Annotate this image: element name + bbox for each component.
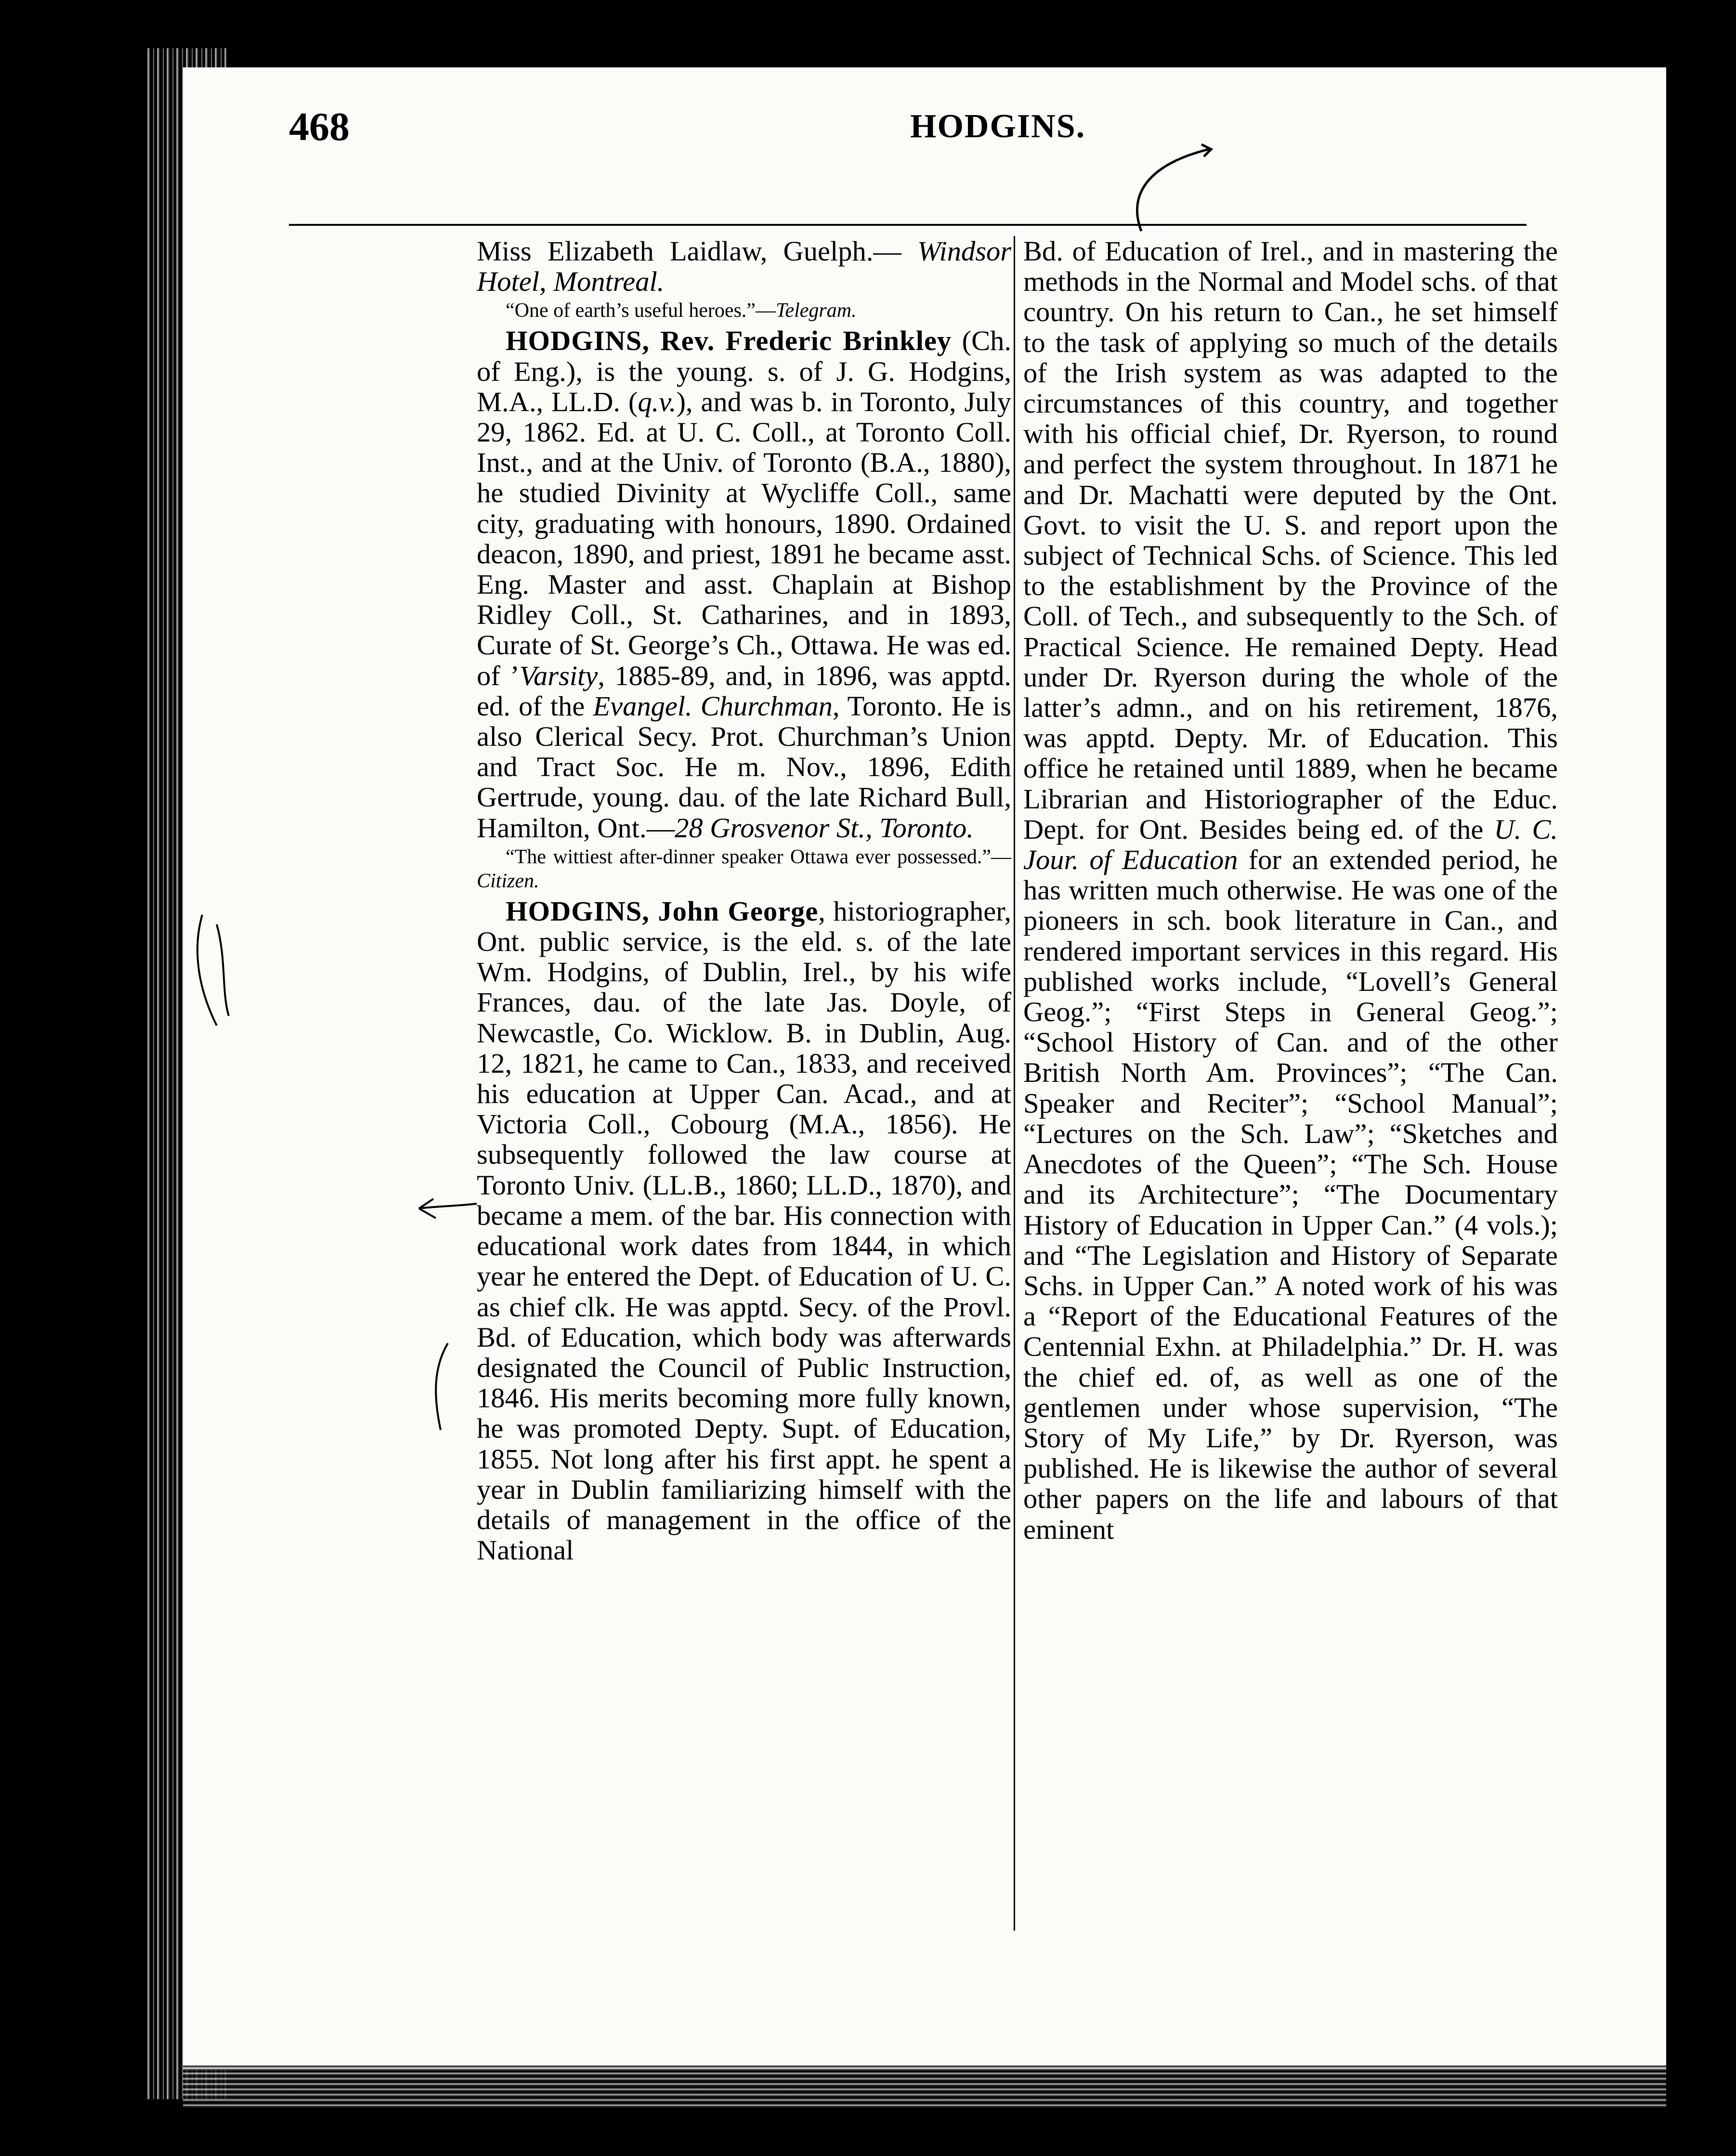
entry-text: ), and was b. in Toronto, July 29, 1862. Ed. at U. C. Coll., at Toronto Coll. Inst., and at the Univ. of Toronto (B.A., 1880), he studied Divinity at Wycliffe Coll., same city, graduating with honours, 1890. Ordained deacon, 1890, and priest, 1891 he became asst. Eng. Master and asst. Chaplain at Bishop Ridley Coll., St. Catharines, and in 1893, Curate of St. George’s Ch., Ottawa. He was ed. of ’ [477,386,1011,691]
entry-text: Bd. of Education of Irel., and in mastering the methods in the Normal and Model schs. of that country. On his return to Can., he set himself to the task of applying so much of the details of the Irish system as was adapted to the circumstances of this country, and together with his official chief, Dr. Ryerson, to round and perfect the system throughout. In 1871 he and Dr. Machatti were deputed by the Ont. Govt. to visit the U. S. and report upon the subject of Technical Schs. of Science. This led to the establishment by the Province of the Coll. of Tech., and subsequently to the Sch. of Practical Science. He remained Depty. Head under Dr. Ryerson during the whole of the latter’s admn., and on his retirement, 1876, was apptd. Depty. Mr. of Education. This office he retained until 1889, when he became Librarian and Historiographer of the Educ. Dept. for Ont. Besides being ed. of the [1023,235,1558,845]
entry-text-italic: Evangel. Churchman [593,690,833,722]
left-column [477,236,1011,1565]
entry-heading: HODGINS, Rev. Frederic Brinkley [506,325,952,357]
pencil-arrow-left [414,1189,482,1228]
pencil-mark-left-2 [424,1338,453,1435]
quote-source: Citizen. [477,870,539,892]
entry-text: , historiographer, Ont. public service, is the eld. s. of the late Wm. Hodgins, of Dublin, Irel., by his wife Frances, dau. of the late Jas. Doyle, of Newcastle, Co. Wicklow. B. in Dublin, Aug. 12, 1821, he came to Can., 1833, and received his education at Upper Can. Acad., and at Victoria Coll., Cobourg (M.A., 1856). He subsequently followed the law course at Toronto Univ. (LL.B., 1860; LL.D., 1870), and became a mem. of the bar. His connection with educational work dates from 1844, in which year he entered the Dept. of Education of U. C. as chief clk. He was apptd. Secy. of the Provl. Bd. of Education, which body was afterwards designated the Council of Public Instruction, 1846. His merits becoming more fully known, he was promoted Depty. Supt. of Education, 1855. Not long after his first appt. he spent a year in Dublin familiarizing himself with the details of management in the office of the National [477,895,1011,1566]
entry-frederic-brinkley [477,325,1011,843]
pencil-mark-top [1122,135,1238,250]
quote-citizen [477,845,1011,893]
entry-text: , 1885-89, and, in 1896, was apptd. ed. of the [477,660,1011,722]
quote-text: “The wittiest after-dinner speaker Ottawa ever possessed.”— [506,845,1011,868]
entry-text: (Ch. of Eng.), is the young. s. of J. G. Hodgins, M.A., LL.D. ( [477,325,1012,417]
entry-john-george [477,896,1011,1565]
quote-source: Telegram. [775,299,857,322]
column-divider [1014,236,1015,1931]
entry-john-george-continued [1023,236,1558,1545]
running-head: HODGINS. [910,108,1086,145]
quote-text: “One of earth’s useful heroes.”— [506,299,776,322]
entry-text-italic: q.v. [638,386,677,417]
entry-heading: HODGINS, John George [506,895,819,927]
right-column [1023,236,1558,1545]
page-header [289,104,1527,166]
entry-text-italic: U. C. Jour. of Education [1023,813,1558,876]
continuation-address: Windsor Hotel, Montreal. [477,235,1011,298]
pencil-mark-left-1 [188,910,236,1035]
continuation-text [477,236,1011,297]
quote-telegram [477,299,1011,323]
continuation-name: Miss Elizabeth Laidlaw, Guelph.— [477,235,901,267]
scan-bottom-edge [183,2065,1666,2109]
scan-right-edge [1666,67,1736,2070]
entry-text: , Toronto. He is also Clerical Secy. Prot. Churchman’s Union and Tract Soc. He m. Nov., 1896, Edith Gertrude, young. dau. of the late Richard Bull, Hamilton, Ont.— [477,690,1011,844]
entry-text: for an extended period, he has written much otherwise. He was one of the pioneers in sch. book literature in Can., and rendered important services in this regard. His published works include, “Lovell’s General Geog.”; “First Steps in General Geog.”; “School History of Can. and of the other British North Am. Provinces”; “The Can. Speaker and Reciter”; “School Manual”; “Lectures on the Sch. Law”; “Sketches and Anecdotes of the Queen”; “The Sch. House and its Architecture”; “The Documentary History of Education in Upper Can.” (4 vols.); and “The Legislation and History of Separate Schs. in Upper Can.” A noted work of his was a “Report of the Educational Features of the Centennial Exhn. at Philadelphia.” Dr. H. was the chief ed. of, as well as one of the gentlemen under whose supervision, “The Story of My Life,” by Dr. Ryerson, was published. He is likewise the author of several other papers on the life and labours of that eminent [1023,844,1558,1545]
page-number: 468 [289,104,350,149]
entry-text-italic: Varsity [519,660,598,691]
entry-address: 28 Grosvenor St., Toronto. [675,812,974,844]
header-rule [289,224,1527,226]
